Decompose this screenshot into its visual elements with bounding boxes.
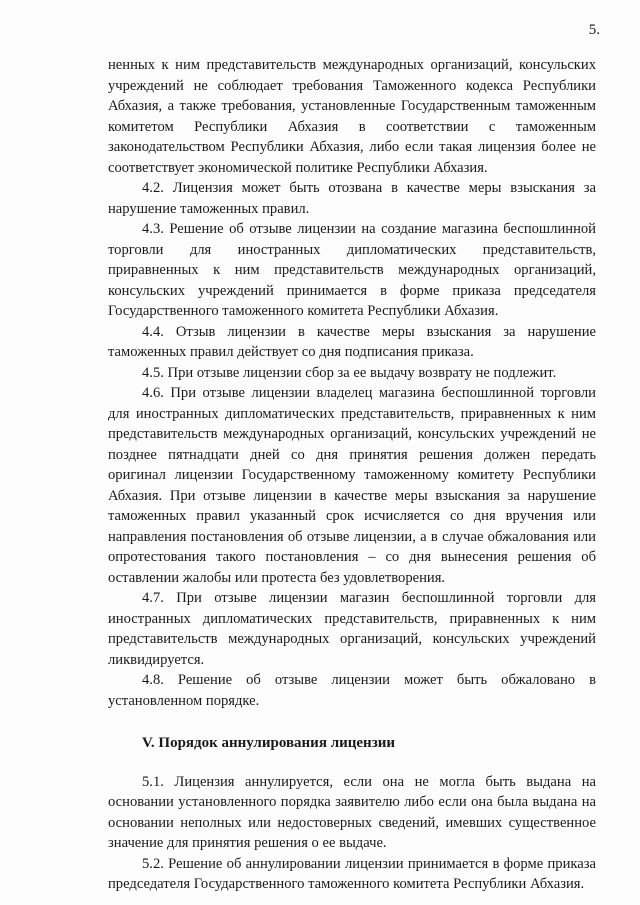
paragraph-4-2: 4.2. Лицензия может быть отозвана в качестве меры взыскания за нарушение таможенных правил. bbox=[108, 180, 596, 217]
paragraph-4-7: 4.7. При отзыве лицензии магазин беспошлинной торговли для иностранных дипломатических представительств, приравненных к ним представительств международных организаций, консульских учреждений ликвидируется. bbox=[108, 590, 596, 668]
paragraph-4-5: 4.5. При отзыве лицензии сбор за ее выдачу возврату не подлежит. bbox=[142, 364, 557, 381]
paragraph-5-1: 5.1. Лицензия аннулируется, если она не могла быть выдана на основании установленного порядка заявителю либо если она была выдана на основании неполных или недостоверных сведений, имевших существенное значение для принятия решения о ее выдаче. bbox=[108, 773, 596, 851]
paragraph-4-4: 4.4. Отзыв лицензии в качестве меры взыскания за нарушение таможенных правил действует со дня подписания приказа. bbox=[108, 323, 596, 360]
section-heading: V. Порядок аннулирования лицензии bbox=[142, 735, 396, 751]
paragraph-4-6: 4.6. При отзыве лицензии владелец магазина беспошлинной торговли для иностранных дипломатических представительств, приравненных к ним представительств международных организаций, консульских учреждений не позднее пятнадцати дней со дня принятия решения должен передать оригинал лицензии Государственному таможенному комитету Республики Абхазия. При отзыве лицензии в качестве меры взыскания за нарушение таможенных правил указанный срок исчисляется со дня вручения или направления постановления об отзыве лицензии, а в случае обжалования или опротестования такого постановления – со дня вынесения решения об оставлении жалобы или протеста без удовлетворения. bbox=[108, 385, 596, 586]
page-number: 5. bbox=[588, 22, 600, 38]
paragraph-5-2: 5.2. Решение об аннулировании лицензии принимается в форме приказа председателя Государственного таможенного комитета Республики Абхазия. bbox=[108, 855, 596, 892]
paragraph-continuation: ненных к ним представительств международных организаций, консульских учреждений не соблюдает требования Таможенного кодекса Республики Абхазия, а также требования, установленные Государственным таможенным комитетом Республики Абхазия в соответствии с таможенным законодательством Республики Абхазия, либо если такая лицензия более не соответствует экономической политике Республики Абхазия. bbox=[108, 57, 596, 176]
paragraph-4-3: 4.3. Решение об отзыве лицензии на создание магазина беспошлинной торговли для иностранных дипломатических представительств, приравненных к ним представительств международных организаций, консульских учреждений принимается в форме приказа председателя Государственного таможенного комитета Республики Абхазия. bbox=[108, 221, 596, 319]
paragraph-4-8: 4.8. Решение об отзыве лицензии может быть обжаловано в установленном порядке. bbox=[108, 672, 596, 709]
document-body bbox=[108, 55, 596, 895]
